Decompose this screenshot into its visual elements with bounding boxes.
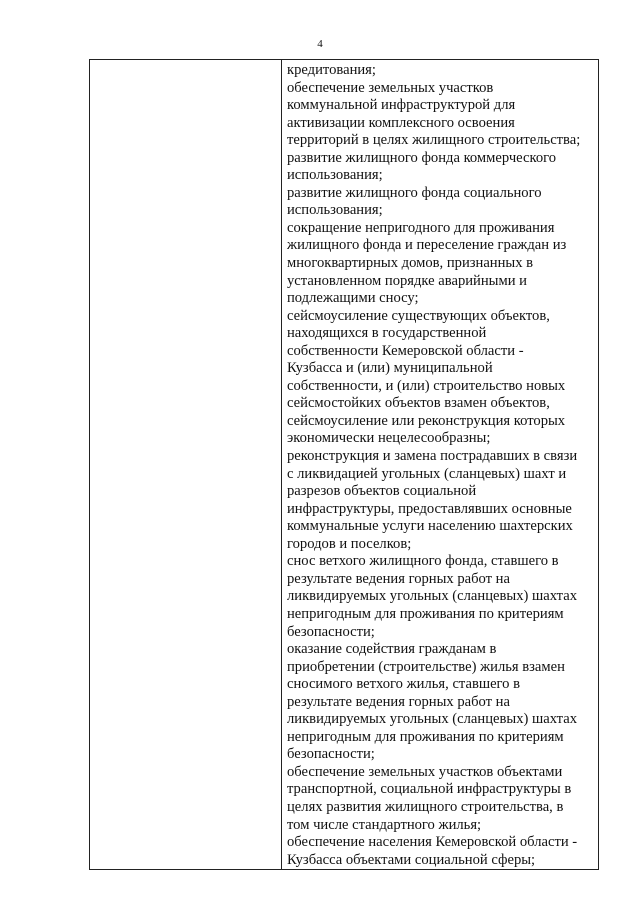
text-line: том числе стандартного жилья; <box>287 816 482 833</box>
text-line: сокращение непригодного для проживания <box>287 219 555 236</box>
text-line: ликвидируемых угольных (сланцевых) шахтах <box>287 711 577 728</box>
text-line: территорий в целях жилищного строительства; <box>287 132 581 149</box>
text-line: инфраструктуры, предоставлявших основные <box>287 500 572 517</box>
text-line: результате ведения горных работ на <box>287 570 510 587</box>
text-line: сносимого ветхого жилья, ставшего в <box>287 676 521 693</box>
text-line: сейсмоусиление существующих объектов, <box>287 307 550 324</box>
text-line: результате ведения горных работ на <box>287 693 510 710</box>
text-line: находящихся в государственной <box>287 325 487 342</box>
text-line: кредитования; <box>287 62 376 78</box>
text-line: разрезов объектов социальной <box>287 483 477 500</box>
text-line: экономически нецелесообразны; <box>287 430 491 447</box>
text-line: активизации комплексного освоения <box>287 114 515 131</box>
text-line: развитие жилищного фонда коммерческого <box>287 149 557 166</box>
text-line: транспортной, социальной инфраструктуры в <box>287 781 572 798</box>
text-line: городов и поселков; <box>287 535 412 552</box>
text-line: коммунальной инфраструктурой для <box>287 97 516 114</box>
text-line: с ликвидацией угольных (сланцевых) шахт и <box>287 465 567 482</box>
text-line: собственности Кемеровской области - <box>287 342 524 359</box>
table-cell-right <box>282 60 599 870</box>
table-cell-left <box>90 60 282 870</box>
text-line: оказание содействия гражданам в <box>287 641 497 658</box>
document-table <box>89 59 599 870</box>
text-line: Кузбасса объектами социальной сферы; <box>287 851 536 868</box>
text-line: собственности, и (или) строительство новых <box>287 377 566 394</box>
text-line: реконструкция и замена пострадавших в связи <box>287 448 578 465</box>
text-line: непригодным для проживания по критериям <box>287 728 564 745</box>
text-line: непригодным для проживания по критериям <box>287 605 564 622</box>
text-line: безопасности; <box>287 623 375 640</box>
text-line: Кузбасса и (или) муниципальной <box>287 360 493 377</box>
text-line: коммунальные услуги населению шахтерских <box>287 518 573 535</box>
text-line: использования; <box>287 202 383 219</box>
text-line: развитие жилищного фонда социального <box>287 184 542 201</box>
text-line: ликвидируемых угольных (сланцевых) шахтах <box>287 588 577 605</box>
text-line: сейсмоусиление или реконструкция которых <box>287 412 566 429</box>
text-line: обеспечение земельных участков объектами <box>287 763 563 780</box>
table-row <box>90 60 599 870</box>
text-line: установленном порядке аварийными и <box>287 272 527 289</box>
cell-text <box>282 60 598 869</box>
text-line: безопасности; <box>287 746 375 763</box>
text-line: использования; <box>287 167 383 184</box>
text-line: целях развития жилищного строительства, в <box>287 798 564 815</box>
text-line: подлежащими сносу; <box>287 290 419 307</box>
text-line: снос ветхого жилищного фонда, ставшего в <box>287 553 559 570</box>
text-line: многоквартирных домов, признанных в <box>287 255 534 272</box>
text-line: обеспечение населения Кемеровской области - <box>287 834 578 851</box>
text-line: обеспечение земельных участков <box>287 79 494 96</box>
page-number: 4 <box>317 38 323 50</box>
text-line: сейсмостойких объектов взамен объектов, <box>287 395 550 412</box>
text-line: приобретении (строительстве) жилья взамен <box>287 658 565 675</box>
text-line: жилищного фонда и переселение граждан из <box>287 237 567 254</box>
